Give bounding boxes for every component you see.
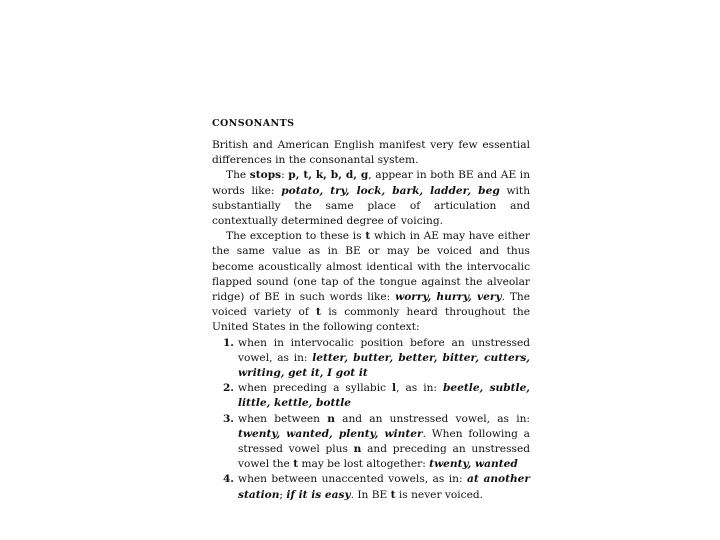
example-words: potato, try, lock, bark, ladder, beg xyxy=(281,184,500,197)
text-run: when between unaccented vowels, as in: xyxy=(238,473,467,486)
example-words: twenty, wanted xyxy=(429,458,518,471)
list-item-number: 1. xyxy=(222,336,234,349)
example-words: twenty, wanted, plenty, winter xyxy=(238,427,423,440)
text-run: The xyxy=(226,169,250,182)
list-item-text xyxy=(238,381,530,411)
bold-term: p, t, k, b, d, g xyxy=(288,169,369,182)
bold-term: t xyxy=(365,230,371,243)
text-run: when in intervocalic position before an unstressed vowel, as in: xyxy=(238,336,530,364)
text-run: with substantially the same place of articulation and contextually determined degree of voicing. xyxy=(212,184,531,228)
list-item-number: 2. xyxy=(222,382,234,395)
example-words: worry, hurry, very xyxy=(395,291,502,304)
list-item xyxy=(212,472,530,502)
bold-term: n xyxy=(327,412,335,425)
text-run: . The voiced variety of xyxy=(212,291,530,319)
bold-term: n xyxy=(353,443,362,456)
list-item-text xyxy=(238,412,530,473)
text-run: : xyxy=(281,169,289,182)
list-item xyxy=(212,412,530,473)
text-run: which in AE may have either the same value as in BE or may be voiced and thus become acoustically almost identical with the intervocalic flapped sound (one tap of the tongue against the alveolar ridge) of BE in such words like: xyxy=(212,230,530,304)
text-run: may be lost altogether: xyxy=(298,458,430,471)
text-run: The exception to these is xyxy=(226,230,366,243)
example-words: beetle, subtle, little, kettle, bottle xyxy=(238,382,530,410)
example-words: letter, butter, better, bitter, cutters, writing, get it, I got it xyxy=(238,351,530,380)
list-item xyxy=(212,381,530,411)
text-run: British and American English manifest very few essential differences in the consonantal system. xyxy=(212,139,530,167)
bold-term: t xyxy=(316,306,321,319)
bold-term: t xyxy=(390,488,396,501)
context-list xyxy=(212,336,530,503)
list-item-number: 4. xyxy=(222,473,234,486)
document-page xyxy=(212,118,530,503)
list-item xyxy=(212,336,530,382)
text-run: when between xyxy=(238,412,328,425)
example-words: if it is easy xyxy=(286,488,351,501)
text-run: ; xyxy=(279,488,287,501)
list-item-text xyxy=(238,336,530,382)
paragraph xyxy=(212,138,530,168)
text-run: . In BE xyxy=(350,488,391,501)
example-words: at another station xyxy=(238,473,531,501)
paragraphs xyxy=(212,138,530,336)
paragraph xyxy=(212,168,530,229)
text-run: is never voiced. xyxy=(395,488,483,501)
text-run: when preceding a syllabic xyxy=(238,382,393,395)
bold-term: stops xyxy=(249,169,282,182)
text-run: and an unstressed vowel, as in: xyxy=(334,412,530,425)
text-run: , as in: xyxy=(396,382,444,395)
bold-term: t xyxy=(293,458,299,471)
text-run: is commonly heard throughout the United States in the following context: xyxy=(212,306,530,334)
list-item-number: 3. xyxy=(222,412,234,425)
paragraph xyxy=(212,229,530,335)
text-run: and preceding an unstressed vowel the xyxy=(238,443,531,471)
bold-term: l xyxy=(392,382,397,395)
text-run: , appear in both BE and AE in words like: xyxy=(212,169,531,197)
list-item-text xyxy=(238,472,530,502)
text-run: . When following a stressed vowel plus xyxy=(238,427,530,456)
section-heading: CONSONANTS xyxy=(212,118,295,129)
